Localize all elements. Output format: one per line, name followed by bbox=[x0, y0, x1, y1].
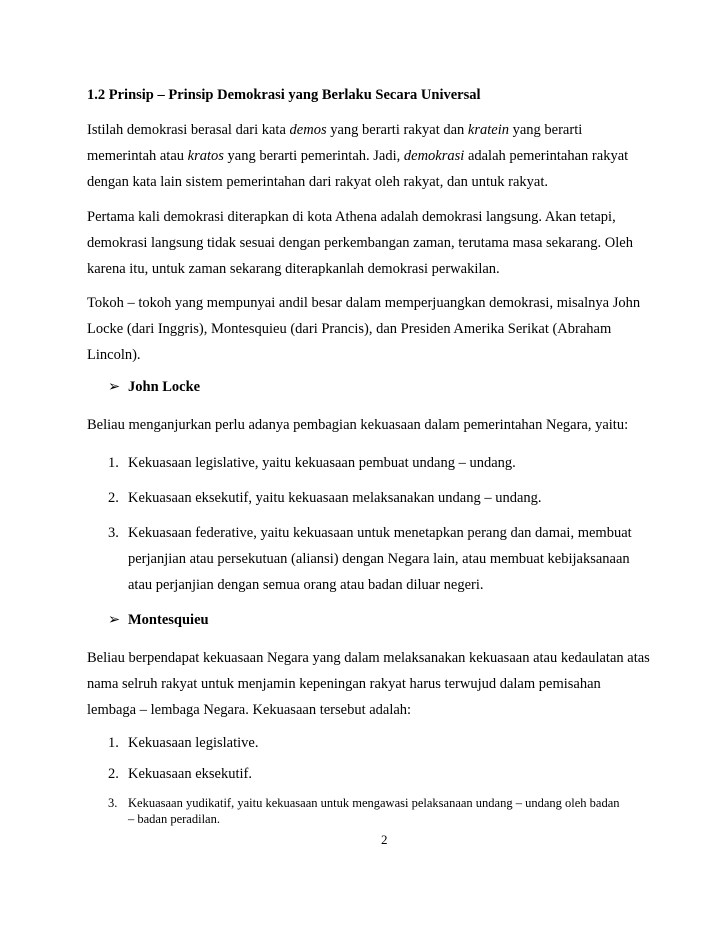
list-item bbox=[108, 485, 648, 511]
bullet-heading-john-locke bbox=[108, 377, 200, 397]
list-text: Kekuasaan legislative. bbox=[128, 735, 259, 751]
bullet-heading-label: John Locke bbox=[128, 379, 201, 395]
text-run: adalah pemerintahan rakyat dengan kata lain sistem pemerintahan dari rakyat oleh rakyat, dan untuk rakyat. bbox=[87, 148, 629, 190]
list-number: 2. bbox=[108, 490, 119, 506]
montesquieu-list bbox=[108, 730, 648, 827]
list-item bbox=[108, 520, 648, 598]
section-heading: 1.2 Prinsip – Prinsip Demokrasi yang Berlaku Secara Universal bbox=[87, 87, 481, 103]
list-text: Kekuasaan eksekutif, yaitu kekuasaan melaksanakan undang – undang. bbox=[128, 490, 542, 506]
italic-term-kratein: kratein bbox=[467, 122, 509, 138]
paragraph-athena: Pertama kali demokrasi diterapkan di kota Athena adalah demokrasi langsung. Akan tetapi, demokrasi langsung tidak sesuai dengan perkembangan zaman, terutama masa sekarang. Oleh karena itu, untuk zaman sekarang diterapkanlah demokrasi perwakilan. bbox=[87, 209, 633, 277]
text-run: yang berarti rakyat dan bbox=[326, 122, 468, 138]
paragraph-locke-intro: Beliau menganjurkan perlu adanya pembagian kekuasaan dalam pemerintahan Negara, yaitu: bbox=[87, 417, 629, 433]
list-number: 1. bbox=[108, 735, 119, 751]
text-run: yang berarti memerintah atau bbox=[87, 122, 583, 164]
italic-term-demokrasi: demokrasi bbox=[403, 148, 465, 164]
list-text: Kekuasaan eksekutif. bbox=[128, 766, 253, 782]
list-text: Kekuasaan federative, yaitu kekuasaan untuk menetapkan perang dan damai, membuat perjanjian atau persekutuan (aliansi) dengan Negara lain, atau membuat kebijaksanaan atau perjanjian dengan semua orang atau badan diluar negeri. bbox=[128, 525, 632, 593]
page-number: 2 bbox=[381, 832, 388, 847]
locke-list bbox=[108, 450, 648, 598]
list-number: 3. bbox=[108, 796, 118, 810]
paragraph-definition bbox=[87, 117, 647, 195]
list-item bbox=[108, 795, 628, 827]
text-run: yang berarti pemerintah. Jadi, bbox=[223, 148, 404, 164]
paragraph-montesquieu-intro: Beliau berpendapat kekuasaan Negara yang dalam melaksanakan kekuasaan atau kedaulatan atas nama selruh rakyat untuk menjamin kepeningan rakyat harus terwujud dalam pemisahan lembaga – lembaga Negara. Kekuasaan tersebut adalah: bbox=[87, 650, 650, 718]
italic-term-kratos: kratos bbox=[187, 148, 224, 164]
list-text: Kekuasaan yudikatif, yaitu kekuasaan untuk mengawasi pelaksanaan undang – undang oleh badan – badan peradilan. bbox=[128, 796, 620, 826]
bullet-heading-label: Montesquieu bbox=[128, 612, 209, 628]
bullet-heading-montesquieu bbox=[108, 610, 209, 630]
list-number: 3. bbox=[108, 525, 119, 541]
list-number: 1. bbox=[108, 455, 119, 471]
arrow-bullet-icon: ➢ bbox=[108, 379, 121, 395]
italic-term-demos: demos bbox=[289, 122, 327, 138]
list-item bbox=[108, 761, 648, 787]
arrow-bullet-icon: ➢ bbox=[108, 612, 121, 628]
list-item bbox=[108, 450, 648, 476]
list-item bbox=[108, 730, 648, 756]
paragraph-tokoh: Tokoh – tokoh yang mempunyai andil besar dalam memperjuangkan demokrasi, misalnya John Locke (dari Inggris), Montesquieu (dari Prancis), dan Presiden Amerika Serikat (Abraham Lincoln). bbox=[87, 295, 641, 363]
text-run: Istilah demokrasi berasal dari kata bbox=[87, 122, 290, 138]
list-number: 2. bbox=[108, 766, 119, 782]
list-text: Kekuasaan legislative, yaitu kekuasaan pembuat undang – undang. bbox=[128, 455, 516, 471]
